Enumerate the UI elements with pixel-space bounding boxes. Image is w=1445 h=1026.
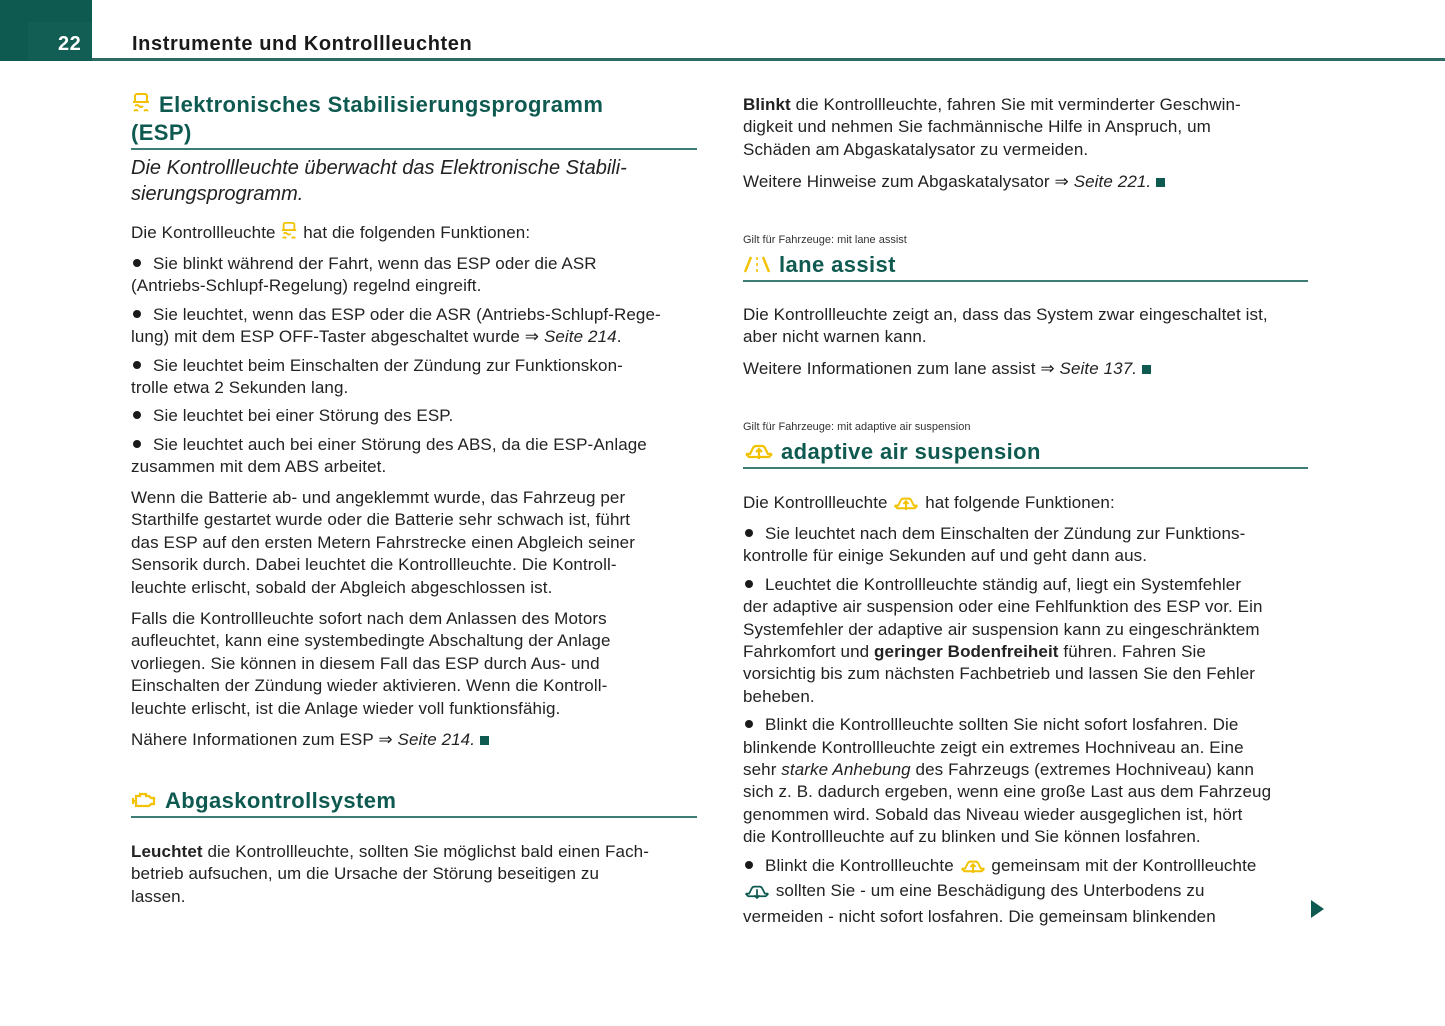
section-rule [743,280,1308,282]
header-rule [92,58,1445,61]
air-section-heading: adaptive air suspension [743,439,1308,469]
esp-skid-car-icon [280,221,298,247]
esp-subtitle: Die Kontrollleuchte überwacht das Elektronische Stabili- sierungsprogramm. [131,157,627,205]
section-end-marker [480,736,489,745]
list-item: Sie leuchtet nach dem Einschalten der Zündung zur Funktions- kontrolle für einige Sekunden auf und geht dann aus. [743,524,1246,566]
section-end-marker [1142,365,1151,374]
list-item: Sie leuchtet bei einer Störung des ESP. [131,405,697,427]
page-number: 22 [58,33,82,55]
abgas-blink-paragraph: Blinkt die Kontrollleuchte, fahren Sie mit verminderter Geschwin- digkeit und nehmen Sie fachmännische Hilfe in Anspruch, um Schäden am Abgaskatalysator zu vermeiden. [743,95,1241,159]
lane-section-heading: lane assist [743,252,1308,282]
esp-bullet-list [131,253,697,479]
chapter-title: Instrumente und Kontrollleuchten [132,33,473,55]
page-reference: Seite 214. [397,730,476,749]
air-suspension-car-icon [743,440,775,466]
abgas-more-info: Weitere Hinweise zum Abgaskatalysator ⇒ Seite 221. [743,171,1165,193]
page-reference: Seite 221. [1073,172,1152,191]
air-intro: Die Kontrollleuchte hat folgende Funktionen: [743,492,1115,517]
air-suspension-car-icon [892,495,920,517]
esp-more-info: Nähere Informationen zum ESP ⇒ Seite 214. [131,729,489,751]
continue-arrow-icon [1311,900,1324,918]
air-suspension-car-icon [959,858,987,880]
lane-paragraph: Die Kontrollleuchte zeigt an, dass das System zwar eingeschaltet ist, aber nicht warnen kann. [743,305,1268,347]
abgas-paragraph: Leuchtet die Kontrollleuchte, sollten Sie möglichst bald einen Fach- betrieb aufsuchen, um die Ursache der Störung beseitigen zu lassen. [131,842,649,906]
esp-paragraph-battery: Wenn die Batterie ab- und angeklemmt wurde, das Fahrzeug per Starthilfe gestartet wurde oder die Batterie sehr schwach ist, führt das ESP auf den ersten Metern Fahrstrecke einen Abgleich seiner Sensorik durch. Dabei leuchtet die Kontrollleuchte. Die Kontroll- leuchte erlischt, sobald der Abgleich abgeschlossen ist. [131,488,635,597]
esp-paragraph-restart: Falls die Kontrollleuchte sofort nach dem Anlassen des Motors aufleuchtet, kann eine systembedingte Abschaltung der Anlage vorliegen. Sie können in diesem Fall das ESP durch Aus- und Einschalten der Zündung wieder aktivieren. Wenn die Kontroll- leuchte erlischt, ist die Anlage wieder voll funktionsfähig. [131,609,611,718]
engine-check-icon [131,789,157,815]
lane-more-info: Weitere Informationen zum lane assist ⇒ Seite 137. [743,358,1151,380]
list-item: Sie blinkt während der Fahrt, wenn das ESP oder die ASR (Antriebs-Schlupf-Regelung) regelnd eingreift. [131,254,597,296]
section-rule [131,148,697,150]
air-bullet-list [743,523,1308,928]
section-rule [743,467,1308,469]
lane-assist-icon [743,253,771,279]
page-reference: Seite 214 [543,327,617,347]
esp-intro: Die Kontrollleuchte hat die folgenden Funktionen: [131,221,530,247]
applies-to-air-suspension: Gilt für Fahrzeuge: mit adaptive air suspension [743,421,971,433]
page-reference: Seite 137. [1059,359,1138,378]
esp-section-heading: Elektronisches Stabilisierungsprogramm (ESP) [131,92,697,150]
esp-skid-car-icon [131,92,151,120]
list-item: Sie leuchtet auch bei einer Störung des ABS, da die ESP-Anlage zusammen mit dem ABS arbeitet. [131,434,647,477]
section-rule [131,816,697,818]
list-item: Leuchtet die Kontrollleuchte ständig auf, liegt ein Systemfehler der adaptive air suspension oder eine Fehlfunktion des ESP vor. Ein Systemfehler der adaptive air suspension kann zu eingeschränktem Fahrkomfort und geringer Bodenfreiheit führen. Fahren Sie vorsichtig bis zum nächsten Fachbetrieb und lassen Sie den Fehler beheben. [743,574,1263,706]
abgas-section-heading: Abgaskontrollsystem [131,788,697,818]
applies-to-lane-assist: Gilt für Fahrzeuge: mit lane assist [743,234,907,246]
section-end-marker [1156,178,1165,187]
list-item: Blinkt die Kontrollleuchte gemeinsam mit der Kontrollleuchte sollten Sie - um eine Beschädigung des Unterbodens zu vermeiden - nicht sofort losfahren. Die gemeinsam blinkenden [743,855,1257,926]
list-item: Sie leuchtet beim Einschalten der Zündung zur Funktionskon- trolle etwa 2 Sekunden lang. [131,355,623,398]
list-item: Blinkt die Kontrollleuchte sollten Sie nicht sofort losfahren. Die blinkende Kontrollleuchte zeigt ein extremes Hochniveau an. Eine sehr starke Anhebung des Fahrzeugs (extremes Hochniveau) kann sich z. B. dadurch ergeben, wenn eine große Last aus dem Fahrzeug genommen wird. Sobald das Niveau wieder ausgeglichen ist, hört die Kontrollleuchte auf zu blinken und Sie können losfahren. [743,715,1272,847]
list-item: Sie leuchtet, wenn das ESP oder die ASR (Antriebs-Schlupf-Rege- lung) mit dem ESP OFF-Taster abgeschaltet wurde ⇒ Seite 214. [131,304,661,347]
suspension-warning-car-icon [743,883,771,905]
